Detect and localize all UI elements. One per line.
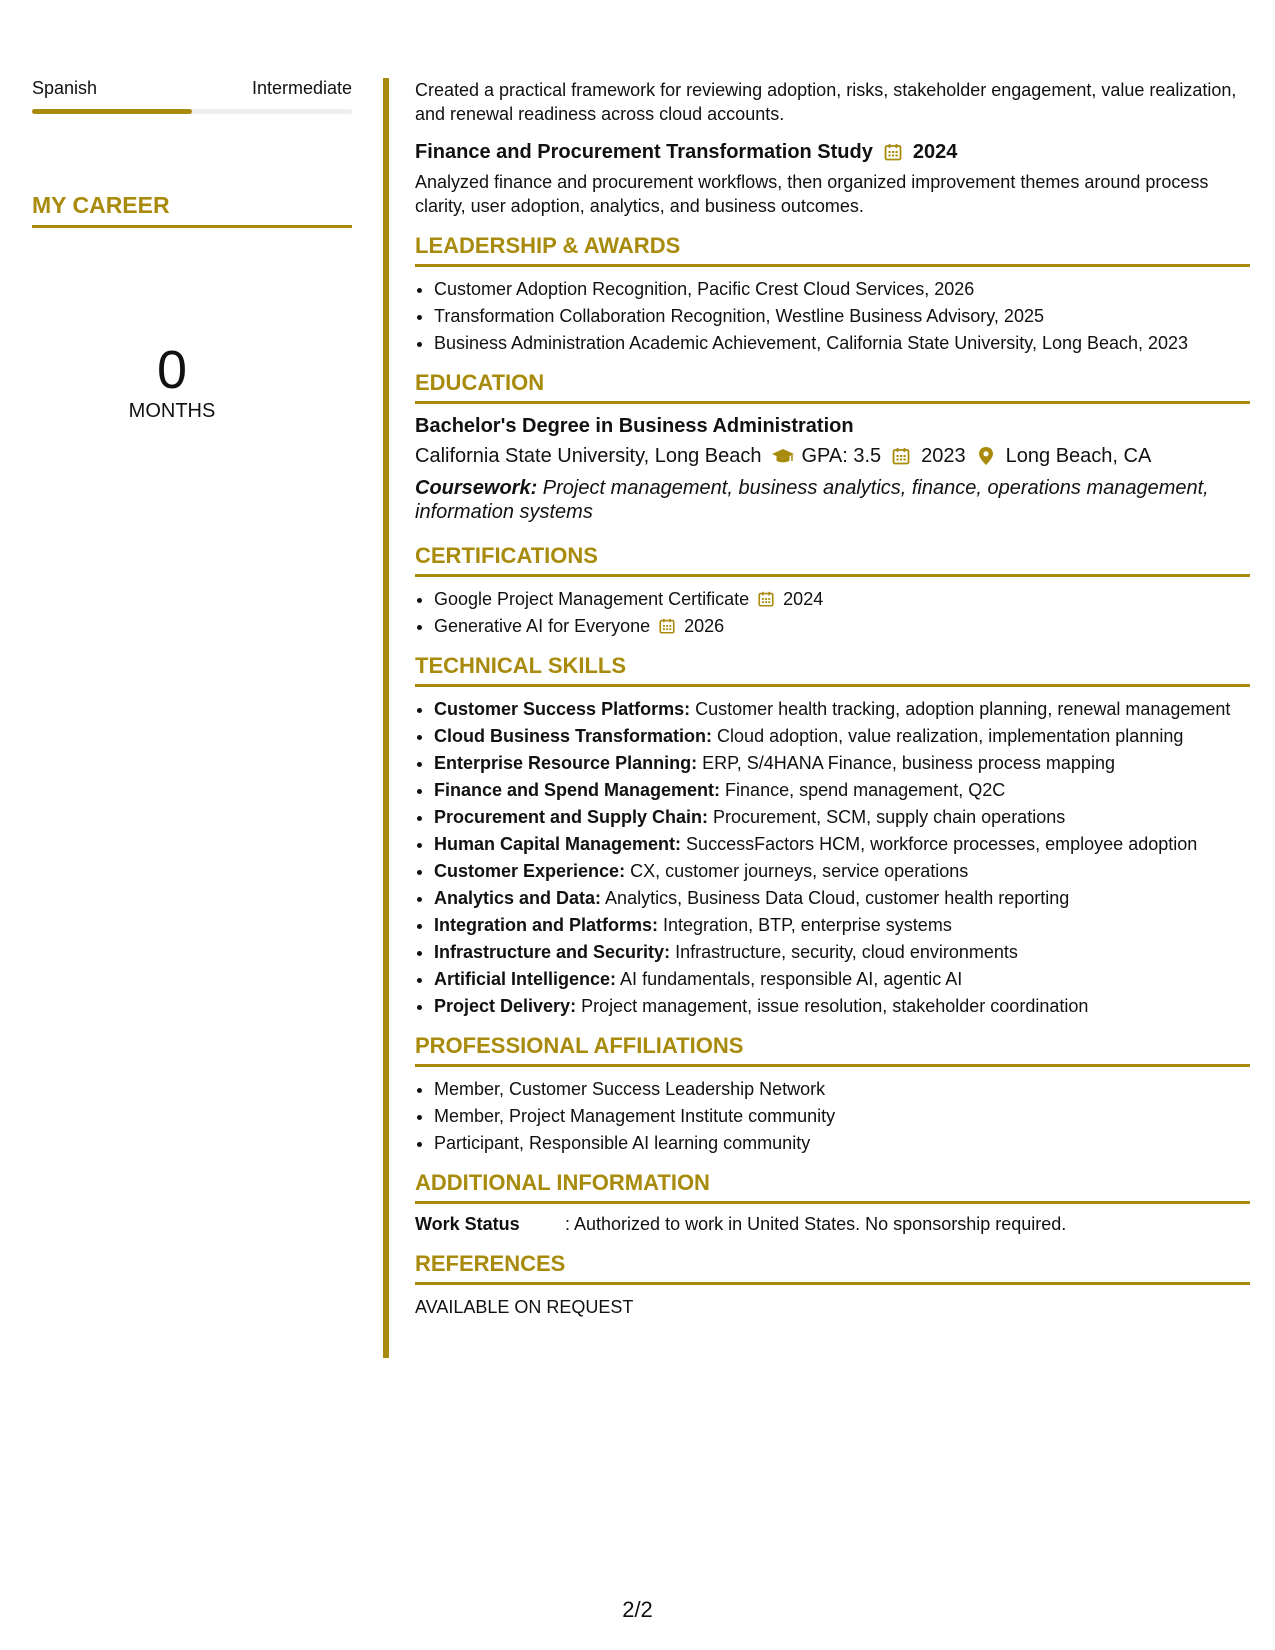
skill-label: Cloud Business Transformation: (434, 726, 713, 746)
skill-label: Finance and Spend Management: (434, 780, 721, 800)
skill-label: Enterprise Resource Planning: (434, 753, 698, 773)
list-item (434, 913, 1250, 937)
skills-heading: TECHNICAL SKILLS (415, 654, 1250, 687)
list-item: • Customer Adoption Recognition, Pacific Crest Cloud Services, 2026 (434, 277, 1250, 301)
list-item (434, 697, 1250, 721)
skill-label: Analytics and Data: (434, 888, 602, 908)
list-item (434, 587, 1250, 611)
skill-label: Procurement and Supply Chain: (434, 807, 709, 827)
references-heading: REFERENCES (415, 1252, 1250, 1285)
skill-text: Integration, BTP, enterprise systems (658, 915, 952, 935)
career-duration (32, 342, 312, 423)
coursework-label: Coursework: (415, 477, 538, 499)
calendar-icon (658, 617, 676, 635)
skill-label: Integration and Platforms: (434, 915, 659, 935)
calendar-icon (891, 446, 911, 466)
skill-label: Infrastructure and Security: (434, 942, 671, 962)
graduation-year: 2023 (921, 445, 966, 467)
leadership-heading: LEADERSHIP & AWARDS (415, 234, 1250, 267)
certifications-list (415, 587, 1250, 638)
skill-label: Human Capital Management: (434, 834, 682, 854)
skills-list (415, 697, 1250, 1018)
list-item: • Business Administration Academic Achievement, California State University, Long Beach, 2023 (434, 331, 1250, 355)
certification-name: • Generative AI for Everyone (434, 616, 651, 636)
list-item: • Transformation Collaboration Recognition, Westline Business Advisory, 2025 (434, 304, 1250, 328)
calendar-icon (883, 142, 903, 162)
list-item (434, 614, 1250, 638)
skill-label: Customer Success Platforms: (434, 699, 691, 719)
career-unit: MONTHS (128, 400, 216, 422)
work-status-label: Work Status (415, 1214, 520, 1234)
list-item (434, 778, 1250, 802)
list-item: • Member, Project Management Institute community (434, 1104, 1250, 1128)
coursework-text: Project management, business analytics, finance, operations management, information systems (415, 477, 1209, 523)
main-content (415, 78, 1250, 1319)
references-text: AVAILABLE ON REQUEST (415, 1297, 634, 1317)
career-heading: MY CAREER (32, 192, 352, 228)
work-status-value: : Authorized to work in United States. No sponsorship required. (565, 1214, 1067, 1234)
sidebar (32, 78, 352, 423)
skill-text: Customer health tracking, adoption planning, renewal management (690, 699, 1231, 719)
skill-text: Project management, issue resolution, stakeholder coordination (576, 996, 1089, 1016)
list-item (434, 994, 1250, 1018)
project-year: 2024 (912, 141, 958, 163)
project-description: Analyzed finance and procurement workflows, then organized improvement themes around process clarity, user adoption, analytics, and business outcomes. (415, 172, 1209, 216)
coursework (415, 476, 1250, 524)
school-name: California State University, Long Beach (415, 445, 762, 467)
list-item: • Participant, Responsible AI learning community (434, 1131, 1250, 1155)
graduation-cap-icon (771, 446, 791, 466)
work-status-row (415, 1212, 1250, 1236)
list-item (434, 805, 1250, 829)
skill-text: SuccessFactors HCM, workforce processes, employee adoption (681, 834, 1198, 854)
certification-year: 2026 (684, 616, 725, 636)
certifications-heading: CERTIFICATIONS (415, 544, 1250, 577)
list-item (434, 967, 1250, 991)
education-heading: EDUCATION (415, 371, 1250, 404)
gpa: GPA: 3.5 (801, 445, 882, 467)
skill-label: Project Delivery: (434, 996, 577, 1016)
career-value: 0 (156, 340, 188, 400)
skill-text: ERP, S/4HANA Finance, business process mapping (697, 753, 1115, 773)
list-item (434, 886, 1250, 910)
education-meta (415, 444, 1250, 468)
skill-label: Customer Experience: (434, 861, 626, 881)
map-pin-icon (976, 446, 996, 466)
affiliations-heading: PROFESSIONAL AFFILIATIONS (415, 1034, 1250, 1067)
skill-text: Analytics, Business Data Cloud, customer health reporting (601, 888, 1070, 908)
skill-text: Cloud adoption, value realization, implementation planning (712, 726, 1184, 746)
school-location: Long Beach, CA (1005, 445, 1152, 467)
list-item (434, 940, 1250, 964)
list-item (434, 832, 1250, 856)
additional-info-heading: ADDITIONAL INFORMATION (415, 1171, 1250, 1204)
skill-text: Procurement, SCM, supply chain operations (708, 807, 1066, 827)
language-name: Spanish (32, 78, 98, 98)
certification-name: • Google Project Management Certificate (434, 589, 750, 609)
project-title: Finance and Procurement Transformation Study (415, 141, 873, 163)
skill-text: CX, customer journeys, service operations (625, 861, 969, 881)
project-title-row (415, 140, 1250, 164)
skill-text: Finance, spend management, Q2C (720, 780, 1006, 800)
leadership-list (415, 277, 1250, 355)
language-proficiency-fill (32, 109, 192, 114)
language-proficiency-bar (32, 109, 352, 114)
page-number: 2/2 (622, 1597, 653, 1622)
list-item (434, 724, 1250, 748)
list-item (434, 859, 1250, 883)
skill-text: Infrastructure, security, cloud environments (670, 942, 1018, 962)
language-level: Intermediate (251, 78, 352, 98)
certification-year: 2024 (783, 589, 824, 609)
list-item: • Member, Customer Success Leadership Network (434, 1077, 1250, 1101)
affiliations-list (415, 1077, 1250, 1155)
calendar-icon (757, 590, 775, 608)
language-row (32, 78, 352, 99)
skill-text: AI fundamentals, responsible AI, agentic AI (616, 969, 963, 989)
column-divider (383, 78, 389, 1358)
project-intro: Created a practical framework for reviewing adoption, risks, stakeholder engagement, value realization, and renewal readiness across cloud accounts. (415, 80, 1237, 124)
skill-label: Artificial Intelligence: (434, 969, 617, 989)
degree-title: Bachelor's Degree in Business Administration (415, 415, 854, 437)
list-item (434, 751, 1250, 775)
